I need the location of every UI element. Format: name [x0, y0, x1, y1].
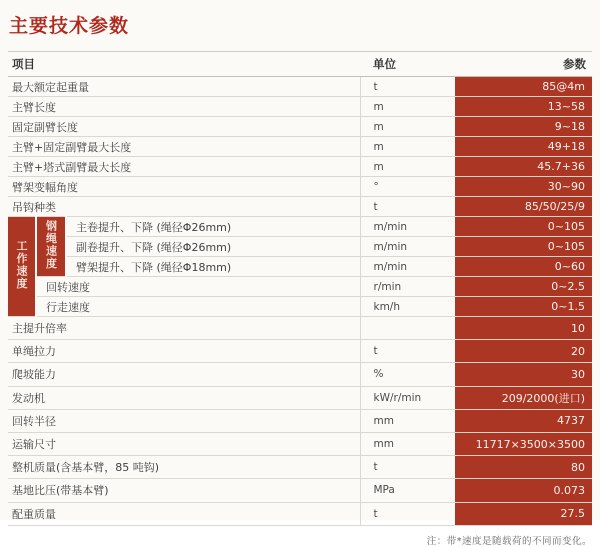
- row-unit: t: [360, 340, 455, 363]
- row-unit: %: [360, 363, 455, 386]
- table-row: [8, 177, 592, 197]
- page-title: 主要技术参数: [9, 15, 130, 37]
- table-row: [8, 409, 592, 432]
- row-unit: m/min: [360, 217, 455, 237]
- row-value: 30~90: [455, 177, 592, 197]
- row-value: 0~60: [455, 257, 592, 277]
- row-item-label: 最大额定起重量: [8, 77, 360, 97]
- row-item-label: 主臂+塔式副臂最大长度: [8, 157, 360, 177]
- table-row: [8, 479, 592, 502]
- table-row: [8, 297, 592, 317]
- table-row: [8, 386, 592, 409]
- row-unit: MPa: [360, 479, 455, 502]
- table-row: [8, 77, 592, 97]
- row-unit: m/min: [360, 237, 455, 257]
- row-unit: m: [360, 117, 455, 137]
- table-row: [8, 502, 592, 525]
- row-item-label: 行走速度: [36, 297, 360, 317]
- row-value: 0~1.5: [455, 297, 592, 317]
- group-label-rope-speed-text: 钢绳速度: [44, 220, 58, 270]
- row-item-label: 主卷提升、下降 (绳径Φ26mm): [66, 217, 360, 237]
- column-header-item: 项目: [8, 52, 360, 77]
- row-unit: m: [360, 157, 455, 177]
- row-item-label: 回转半径: [8, 409, 360, 432]
- row-value: 85/50/25/9: [455, 197, 592, 217]
- row-value: 0~105: [455, 237, 592, 257]
- table-row: [8, 197, 592, 217]
- table-row: [8, 456, 592, 479]
- row-value: 209/2000(进口): [455, 386, 592, 409]
- row-item-label: 基地比压(带基本臂): [8, 479, 360, 502]
- row-value: 30: [455, 363, 592, 386]
- table-row: [8, 317, 592, 340]
- row-item-label: 配重质量: [8, 502, 360, 525]
- row-unit: m: [360, 97, 455, 117]
- row-value: 9~18: [455, 117, 592, 137]
- table-row: [8, 137, 592, 157]
- row-unit: t: [360, 197, 455, 217]
- row-value: 80: [455, 456, 592, 479]
- row-unit: kW/r/min: [360, 386, 455, 409]
- table-row: [8, 363, 592, 386]
- table-row: [8, 117, 592, 137]
- row-item-label: 臂架提升、下降 (绳径Φ18mm): [66, 257, 360, 277]
- table-row: [8, 237, 592, 257]
- footnote: 注：带*速度是随载荷的不同而变化。: [426, 535, 592, 547]
- table-row: [8, 257, 592, 277]
- group-label-work-speed-text: 工作速度: [15, 240, 28, 290]
- row-item-label: 回转速度: [36, 277, 360, 297]
- row-value: 0.073: [455, 479, 592, 502]
- row-unit: km/h: [360, 297, 455, 317]
- row-unit: r/min: [360, 277, 455, 297]
- table-row: [8, 340, 592, 363]
- column-header-value: 参数: [455, 52, 592, 77]
- row-value: 0~2.5: [455, 277, 592, 297]
- row-unit: m: [360, 137, 455, 157]
- row-item-label: 副卷提升、下降 (绳径Φ26mm): [66, 237, 360, 257]
- column-header-unit: 单位: [360, 52, 455, 77]
- row-unit: m/min: [360, 257, 455, 277]
- table-row: [8, 97, 592, 117]
- group-label-rope-speed: [36, 217, 66, 277]
- group-label-work-speed: [8, 217, 36, 317]
- row-unit: [360, 317, 455, 340]
- row-value: 0~105: [455, 217, 592, 237]
- row-unit: °: [360, 177, 455, 197]
- row-item-label: 主提升倍率: [8, 317, 360, 340]
- table-row: [8, 157, 592, 177]
- row-unit: mm: [360, 409, 455, 432]
- row-item-label: 单绳拉力: [8, 340, 360, 363]
- row-value: 45.7+36: [455, 157, 592, 177]
- spec-table: [8, 52, 592, 526]
- row-unit: t: [360, 77, 455, 97]
- row-value: 4737: [455, 409, 592, 432]
- row-unit: mm: [360, 432, 455, 455]
- row-value: 49+18: [455, 137, 592, 157]
- row-item-label: 整机质量(含基本臂，85 吨钩): [8, 456, 360, 479]
- row-item-label: 臂架变幅角度: [8, 177, 360, 197]
- row-value: 27.5: [455, 502, 592, 525]
- table-row: [8, 277, 592, 297]
- row-unit: t: [360, 456, 455, 479]
- table-row: [8, 217, 592, 237]
- table-row: [8, 432, 592, 455]
- row-item-label: 主臂+固定副臂最大长度: [8, 137, 360, 157]
- row-item-label: 吊钩种类: [8, 197, 360, 217]
- table-header-row: [8, 52, 592, 77]
- row-value: 11717×3500×3500: [455, 432, 592, 455]
- row-value: 20: [455, 340, 592, 363]
- row-value: 13~58: [455, 97, 592, 117]
- row-item-label: 爬坡能力: [8, 363, 360, 386]
- row-item-label: 发动机: [8, 386, 360, 409]
- row-item-label: 运输尺寸: [8, 432, 360, 455]
- row-unit: t: [360, 502, 455, 525]
- row-value: 85@4m: [455, 77, 592, 97]
- row-item-label: 主臂长度: [8, 97, 360, 117]
- row-item-label: 固定副臂长度: [8, 117, 360, 137]
- row-value: 10: [455, 317, 592, 340]
